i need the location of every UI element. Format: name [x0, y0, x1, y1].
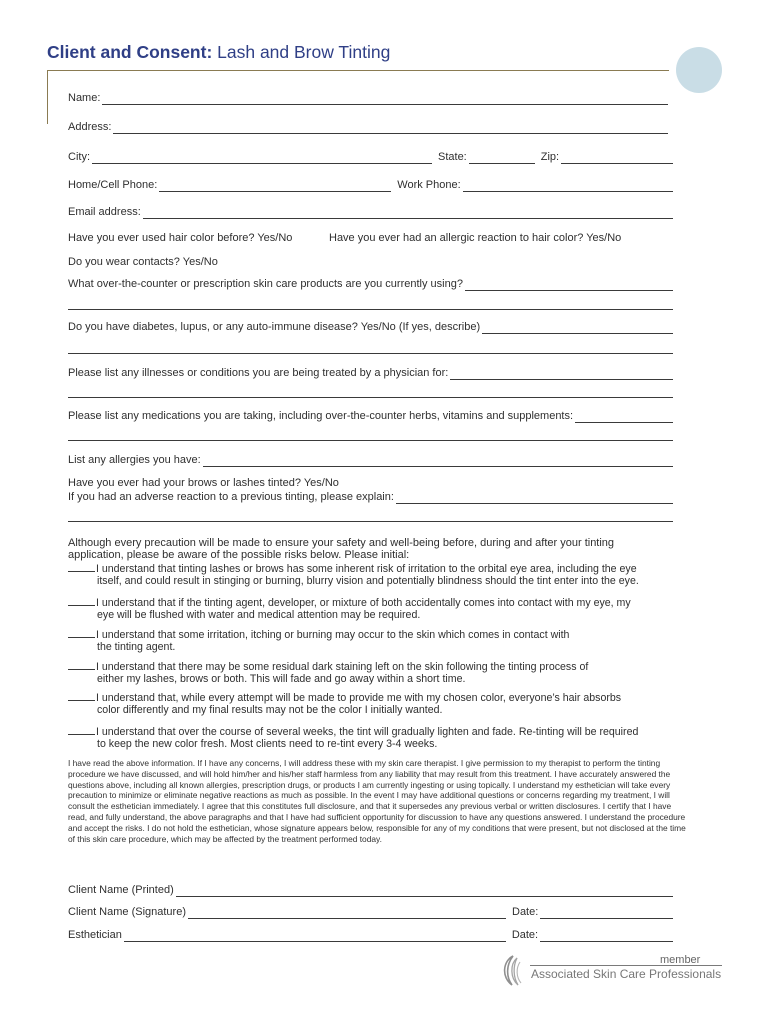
answer-line[interactable]: [68, 353, 673, 354]
risk-item: I understand that some irritation, itching or burning may occur to the skin which comes in contact with the tinting agent.: [68, 628, 683, 653]
association-name: Associated Skin Care Professionals: [531, 967, 722, 981]
initial-field[interactable]: [68, 628, 95, 638]
city-label: City:: [68, 151, 90, 163]
hair-color-question: Have you ever used hair color before? Yes/No: [68, 232, 293, 244]
medications-question[interactable]: Please list any medications you are taking, including over-the-counter herbs, vitamins and supplements:: [68, 410, 673, 423]
header-rule-vertical: [47, 70, 48, 124]
answer-line[interactable]: [68, 440, 673, 441]
phone-row: [68, 179, 673, 192]
esthetician-row: [68, 929, 673, 942]
esthetician-field[interactable]: [124, 930, 506, 942]
work-phone-label: Work Phone:: [397, 179, 461, 191]
client-signature-row: [68, 906, 673, 919]
answer-line[interactable]: [68, 521, 673, 522]
city-state-zip-row: [68, 151, 673, 164]
address-field[interactable]: Address:: [68, 121, 668, 134]
risk-item: I understand that, while every attempt will be made to provide me with my chosen color, everyone’s hair absorbs color differently and my final results may not be the color I initially wanted.: [68, 691, 683, 716]
zip-field[interactable]: [561, 152, 673, 164]
initial-field[interactable]: [68, 691, 95, 701]
page-title: [47, 42, 390, 63]
precaution-intro-1: Although every precaution will be made to ensure your safety and well-being before, during and after your tinting: [68, 537, 615, 549]
client-signature-label: Client Name (Signature): [68, 906, 186, 918]
work-phone-field[interactable]: [463, 180, 673, 192]
consent-paragraph: I have read the above information. If I have any concerns, I will address these with my skin care therapist. I give permission to my therapist to perform the tinting procedure we have discussed, and will hold him/her and his/her staff harmless from any liability that may result from this treatment. I have accurately answered the questions above, including all known allergies, prescription drugs, or products I am currently ingesting or using topically. I understand my esthetician will take every precaution to minimize or eliminate negative reactions as much as possible. In the event I may have additional questions or concerns regarding my treatment, I will consult the esthetician immediately. I agree that this constitutes full disclosure, and that it supersedes any previous verbal or written disclosures. I certify that I have read, and fully understand, the above paragraphs and that I have had sufficient opportunity for discussion to have any questions answered. I understand the procedure and accept the risks. I do not hold the esthetician, whose signature appears below, responsible for any of my conditions that were present, but not disclosed at the time of this skin care procedure, which may be affected by the treatment performed today.: [68, 758, 686, 844]
answer-line[interactable]: [68, 397, 673, 398]
precaution-intro-2: application, please be aware of the possible risks below. Please initial:: [68, 549, 410, 561]
date-label: Date:: [512, 906, 539, 918]
risk-item: I understand that over the course of several weeks, the tint will gradually lighten and fade. Re-tinting will be required to keep the new color fresh. Most clients need to re-tint every 3-4 weeks.: [68, 725, 683, 750]
illnesses-question[interactable]: Please list any illnesses or conditions you are being treated by a physician for:: [68, 367, 673, 380]
allergies-question[interactable]: List any allergies you have:: [68, 454, 673, 467]
name-field[interactable]: Name:: [68, 92, 668, 105]
home-phone-field[interactable]: [159, 180, 391, 192]
date-field[interactable]: [540, 930, 673, 942]
client-name-printed-field[interactable]: Client Name (Printed): [68, 884, 673, 897]
decorative-circle: [676, 47, 722, 93]
esthetician-label: Esthetician: [68, 929, 122, 941]
ascp-logo-icon: [499, 953, 527, 989]
risk-item: I understand that there may be some residual dark staining left on the skin following the tinting process of either my lashes, brows or both. This will fade and go away within a short time.: [68, 660, 683, 685]
adverse-reaction-question[interactable]: If you had an adverse reaction to a previous tinting, please explain:: [68, 491, 673, 504]
state-label: State:: [438, 151, 467, 163]
autoimmune-question[interactable]: Do you have diabetes, lupus, or any auto-immune disease? Yes/No (If yes, describe): [68, 321, 673, 334]
initial-field[interactable]: [68, 725, 95, 735]
date-label: Date:: [511, 929, 539, 941]
initial-field[interactable]: [68, 596, 95, 606]
client-signature-field[interactable]: [188, 907, 506, 919]
risk-item: I understand that tinting lashes or brows has some inherent risk of irritation to the orbital eye area, including the eye itself, and could result in stinging or burning, blurry vision and potentially blindness should the tint enter into the eye.: [68, 562, 683, 587]
zip-label: Zip:: [540, 151, 560, 163]
date-field[interactable]: [540, 907, 673, 919]
home-phone-label: Home/Cell Phone:: [68, 179, 158, 191]
products-question[interactable]: What over-the-counter or prescription skin care products are you currently using?: [68, 278, 673, 291]
contacts-question: Do you wear contacts? Yes/No: [68, 256, 218, 268]
member-label: member: [660, 954, 701, 966]
tinted-question: Have you ever had your brows or lashes tinted? Yes/No: [68, 477, 339, 489]
allergic-reaction-question: Have you ever had an allergic reaction to hair color? Yes/No: [329, 232, 622, 244]
title-rest: Lash and Brow Tinting: [212, 42, 391, 62]
answer-line[interactable]: [68, 309, 673, 310]
initial-field[interactable]: [68, 660, 95, 670]
city-field[interactable]: [92, 152, 432, 164]
risk-item: I understand that if the tinting agent, developer, or mixture of both accidentally comes into contact with my eye, my eye will be flushed with water and medical attention may be required.: [68, 596, 683, 621]
header-rule: [47, 70, 669, 71]
state-field[interactable]: [469, 152, 535, 164]
initial-field[interactable]: [68, 562, 95, 572]
email-field[interactable]: Email address:: [68, 206, 673, 219]
title-bold: Client and Consent:: [47, 42, 213, 62]
